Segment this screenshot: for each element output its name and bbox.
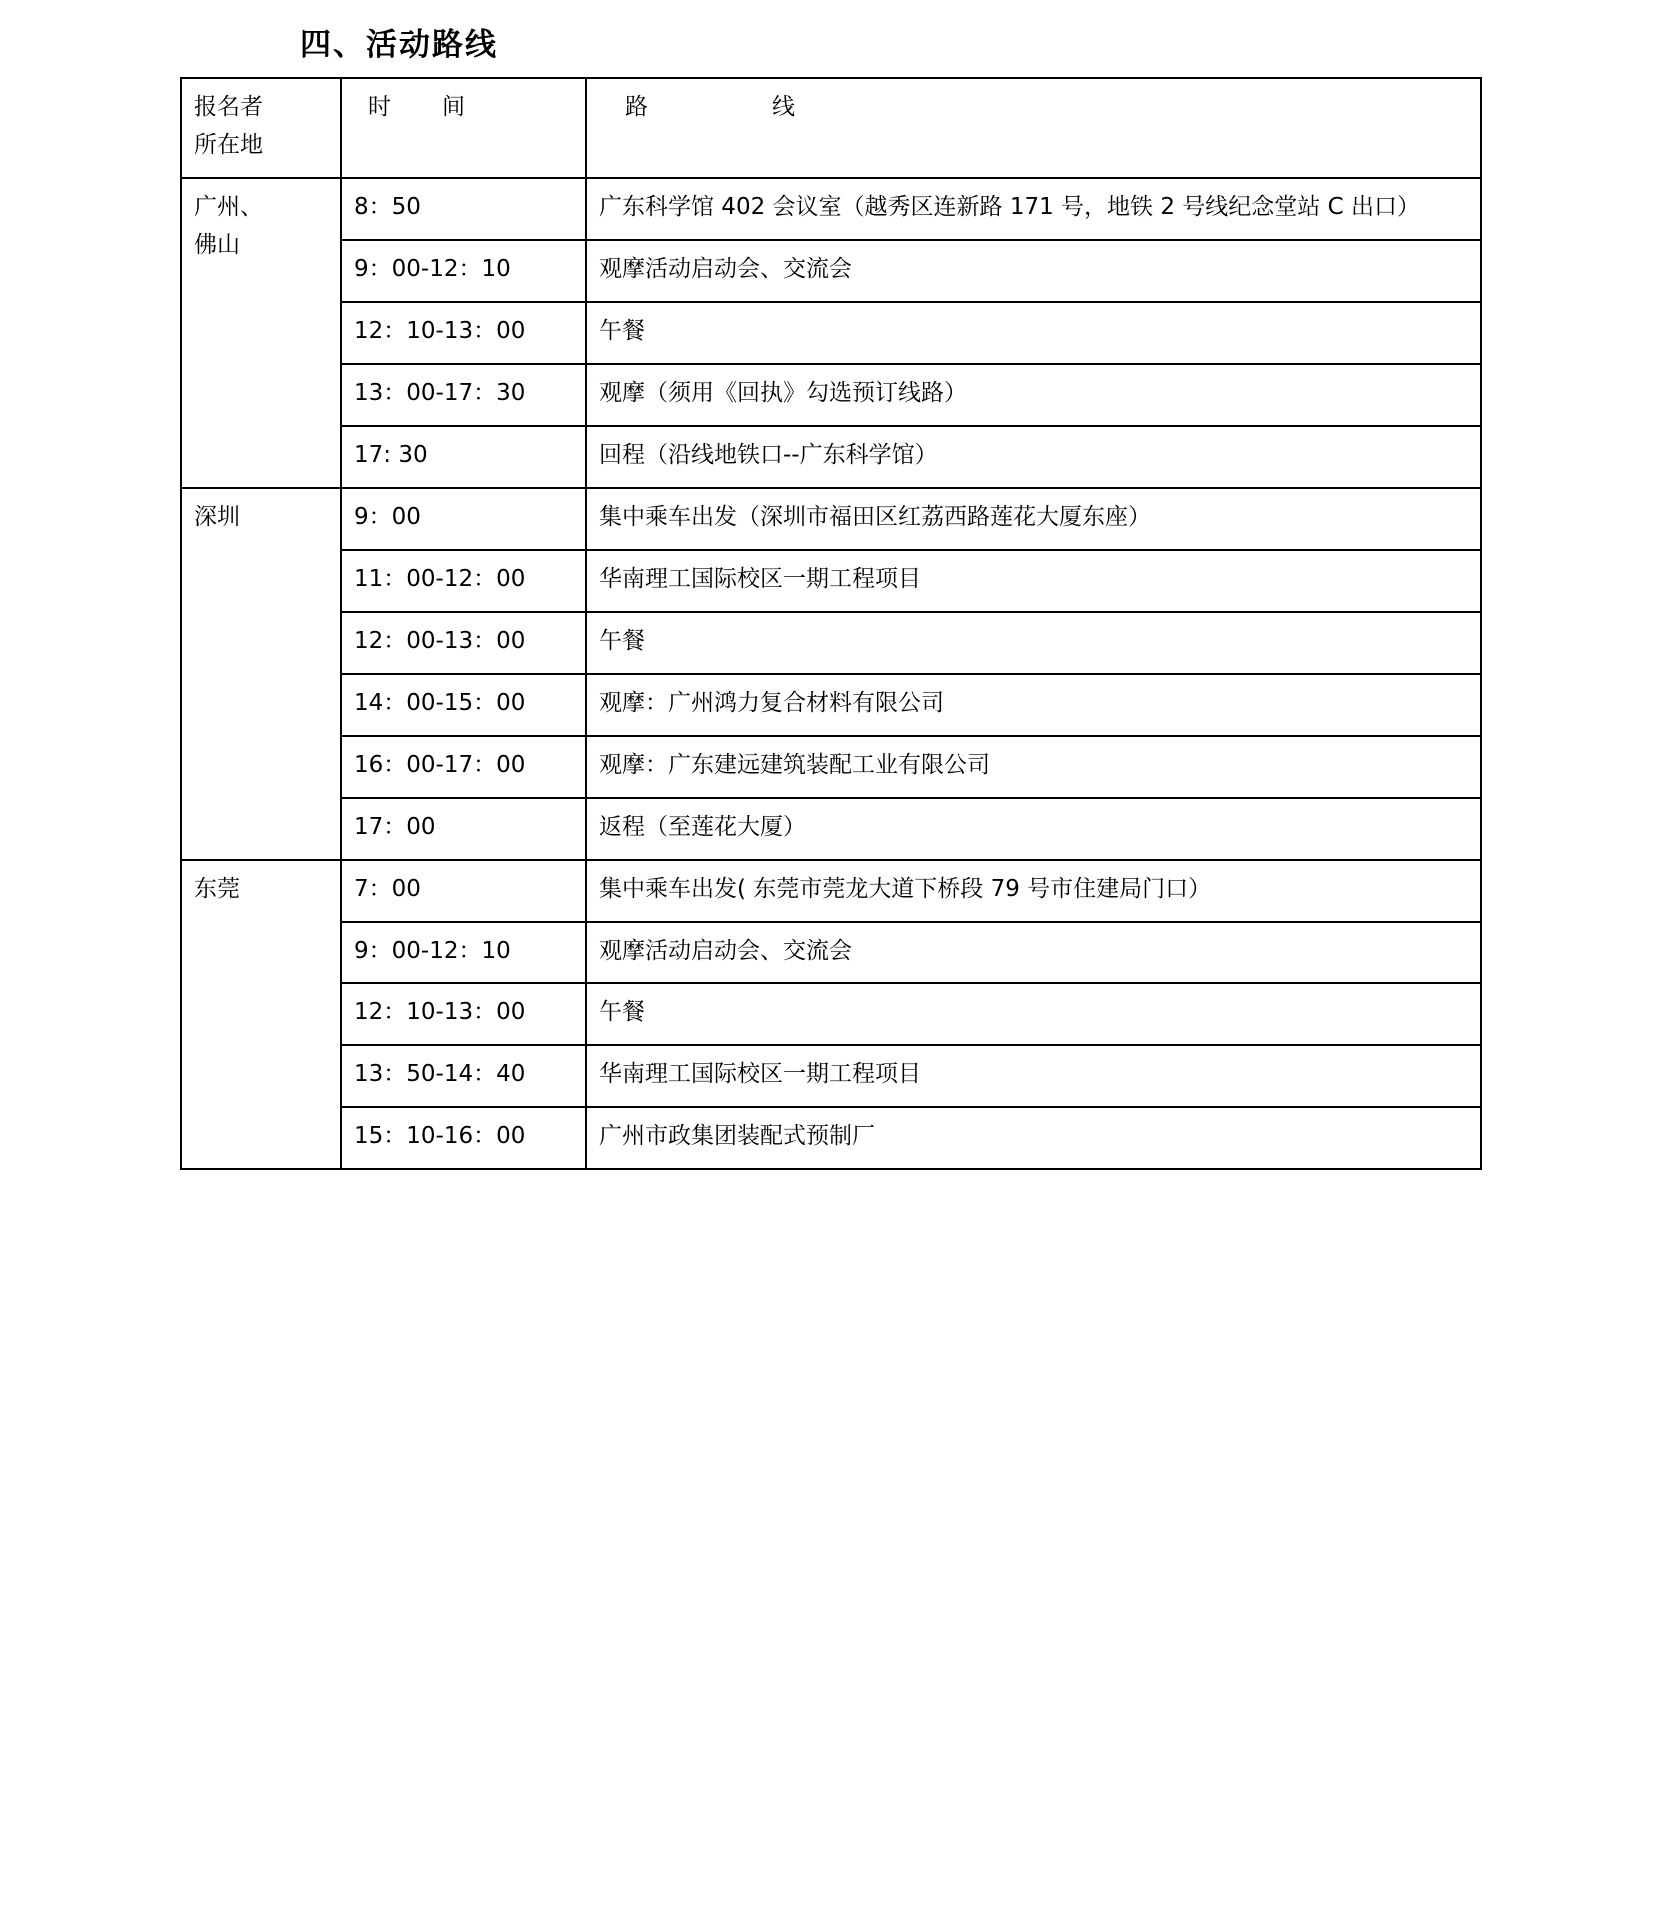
region-label-line1: 深圳	[194, 503, 240, 530]
time-cell: 11：00-12：00	[341, 550, 586, 612]
column-header-region-line1: 报名者	[194, 94, 263, 121]
route-cell: 华南理工国际校区一期工程项目	[586, 550, 1481, 612]
column-header-time	[341, 78, 586, 178]
time-cell: 12：10-13：00	[341, 983, 586, 1045]
table-row	[181, 302, 1481, 364]
time-cell: 8：50	[341, 178, 586, 240]
route-cell: 午餐	[586, 612, 1481, 674]
route-cell: 观摩活动启动会、交流会	[586, 240, 1481, 302]
table-row	[181, 178, 1481, 240]
activity-route-table	[180, 77, 1482, 1170]
time-cell: 12：10-13：00	[341, 302, 586, 364]
time-cell: 7：00	[341, 860, 586, 922]
route-cell: 回程（沿线地铁口--广东科学馆）	[586, 426, 1481, 488]
route-cell: 观摩：广东建远建筑装配工业有限公司	[586, 736, 1481, 798]
route-cell: 集中乘车出发（深圳市福田区红荔西路莲花大厦东座）	[586, 488, 1481, 550]
route-cell: 午餐	[586, 983, 1481, 1045]
table-row	[181, 488, 1481, 550]
route-cell: 华南理工国际校区一期工程项目	[586, 1045, 1481, 1107]
column-header-route-label: 路 线	[625, 94, 821, 121]
table-row	[181, 1045, 1481, 1107]
table-row	[181, 860, 1481, 922]
table-header-row	[181, 78, 1481, 178]
route-cell: 集中乘车出发( 东莞市莞龙大道下桥段 79 号市住建局门口）	[586, 860, 1481, 922]
column-header-region	[181, 78, 341, 178]
table-row	[181, 983, 1481, 1045]
time-cell: 9：00-12：10	[341, 240, 586, 302]
table-row	[181, 612, 1481, 674]
table-row	[181, 426, 1481, 488]
table-row	[181, 364, 1481, 426]
table-row	[181, 922, 1481, 984]
time-cell: 13：50-14：40	[341, 1045, 586, 1107]
time-cell: 12：00-13：00	[341, 612, 586, 674]
table-row	[181, 736, 1481, 798]
route-cell: 观摩（须用《回执》勾选预订线路）	[586, 364, 1481, 426]
time-cell: 15：10-16：00	[341, 1107, 586, 1169]
time-cell: 13：00-17：30	[341, 364, 586, 426]
time-cell: 16：00-17：00	[341, 736, 586, 798]
column-header-route	[586, 78, 1481, 178]
table-row	[181, 240, 1481, 302]
page-title: 四、活动路线	[300, 27, 498, 63]
route-cell: 返程（至莲花大厦）	[586, 798, 1481, 860]
region-label-line2: 佛山	[194, 232, 240, 259]
region-label-line1: 广州、	[194, 194, 263, 221]
route-cell: 观摩：广州鸿力复合材料有限公司	[586, 674, 1481, 736]
table-row	[181, 798, 1481, 860]
column-header-time-label: 时 间	[368, 94, 479, 121]
route-cell: 午餐	[586, 302, 1481, 364]
time-cell: 9：00	[341, 488, 586, 550]
route-cell: 广东科学馆 402 会议室（越秀区连新路 171 号，地铁 2 号线纪念堂站 C 出口）	[586, 178, 1481, 240]
time-cell: 17：00	[341, 798, 586, 860]
region-cell-dongguan	[181, 860, 341, 1170]
region-cell-shenzhen	[181, 488, 341, 860]
table-row	[181, 674, 1481, 736]
time-cell: 9：00-12：10	[341, 922, 586, 984]
region-label-line1: 东莞	[194, 875, 240, 902]
column-header-region-line2: 所在地	[194, 132, 263, 159]
route-cell: 广州市政集团装配式预制厂	[586, 1107, 1481, 1169]
table-row	[181, 1107, 1481, 1169]
region-cell-guangzhou-foshan	[181, 178, 341, 488]
time-cell: 14：00-15：00	[341, 674, 586, 736]
time-cell: 17: 30	[341, 426, 586, 488]
table-row	[181, 550, 1481, 612]
route-cell: 观摩活动启动会、交流会	[586, 922, 1481, 984]
